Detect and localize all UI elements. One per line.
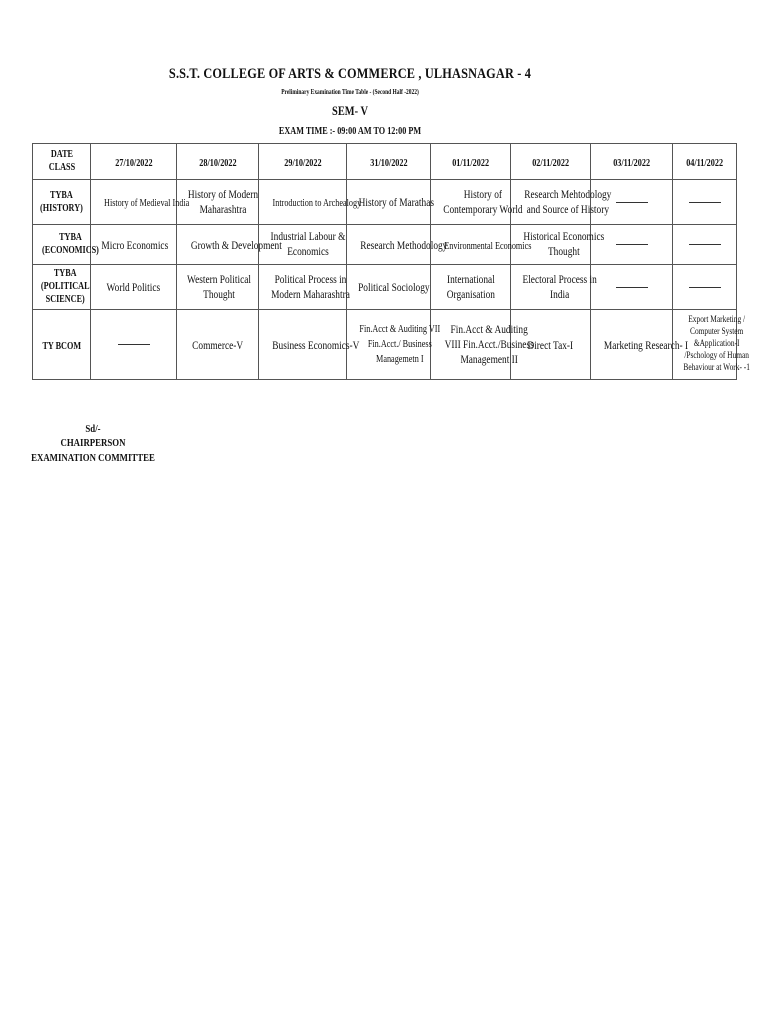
cell-line: World Politics <box>106 280 161 294</box>
subject-cell <box>431 265 511 310</box>
cell-line: Industrial Labour & <box>270 229 346 243</box>
date-label: 02/11/2022 <box>532 157 569 169</box>
no-exam-dash <box>689 244 721 245</box>
cell-line: SCIENCE) <box>45 294 85 305</box>
subject-cell <box>347 310 441 380</box>
cell-line: Maharashtra <box>199 201 247 216</box>
subject-cell <box>673 265 737 310</box>
cell-line: Research Mehtodology <box>524 186 612 201</box>
subject-cell <box>591 265 673 310</box>
cell-line: DATE <box>50 149 73 160</box>
cell-line: Research Methodology <box>360 237 448 252</box>
cell-line: CLASS <box>48 162 75 173</box>
date-label: 01/11/2022 <box>452 157 489 169</box>
cell-line: TYBA <box>59 232 82 243</box>
subject-cell <box>91 180 190 225</box>
cell-line: Management II <box>460 351 518 366</box>
date-label: 04/11/2022 <box>686 157 723 169</box>
date-label: 03/11/2022 <box>613 157 650 169</box>
cell-line: History of Marathas <box>358 195 435 209</box>
exam-time: EXAM TIME :- 09:00 AM TO 12:00 PM <box>278 126 422 137</box>
timetable <box>32 143 750 380</box>
cell-line: Behaviour at Work- -1 <box>683 363 750 373</box>
class-cell <box>33 265 91 310</box>
no-exam-dash <box>616 244 648 245</box>
cell-line: TY BCOM <box>42 340 81 352</box>
table-row <box>33 265 737 310</box>
subject-cell <box>673 180 737 225</box>
cell-line: Electoral Process in <box>522 271 597 286</box>
cell-line: Growth & Development <box>190 237 282 252</box>
cell-line: Historical Economics <box>523 229 605 243</box>
cell-line: Thought <box>547 244 580 258</box>
cell-line: (POLITICAL <box>40 281 90 292</box>
date-header <box>431 144 511 180</box>
cell-line: Contemporary World <box>443 201 523 216</box>
subject-cell <box>177 265 259 310</box>
cell-line: Marketing Research- I <box>603 337 689 352</box>
subject-cell <box>511 225 605 265</box>
cell-line: Computer System <box>690 327 744 337</box>
date-header <box>591 144 673 180</box>
signature-chairperson: CHAIRPERSON <box>60 437 126 449</box>
cell-line: Business Economics-V <box>272 337 360 352</box>
date-header <box>347 144 431 180</box>
cell-line: (HISTORY) <box>40 202 83 214</box>
no-exam-dash <box>616 287 648 288</box>
subject-cell <box>591 310 689 380</box>
table-row <box>33 225 737 265</box>
cell-line: Political Sociology <box>358 280 430 294</box>
semester-heading: SEM- V <box>332 103 368 118</box>
cell-line: Political Process in <box>274 271 347 286</box>
no-exam-dash <box>689 287 721 288</box>
cell-line: TYBA <box>53 268 77 279</box>
date-header <box>673 144 737 180</box>
cell-line: History of <box>463 186 503 201</box>
cell-line: VIII Fin.Acct./Business <box>444 336 534 351</box>
date-label: 27/10/2022 <box>114 157 153 169</box>
date-label: 28/10/2022 <box>198 157 237 169</box>
cell-line: Micro Economics <box>101 237 169 252</box>
cell-line: Export Marketing / <box>688 315 746 325</box>
subject-cell <box>259 180 362 225</box>
cell-line: Fin.Acct & Auditing VII <box>359 324 441 335</box>
cell-line: History of Modern <box>187 186 259 201</box>
cell-line: Economics <box>287 244 329 258</box>
table-row <box>33 180 737 225</box>
subject-cell <box>91 265 177 310</box>
date-header <box>511 144 591 180</box>
subject-cell <box>177 180 259 225</box>
cell-line: History of Medieval India <box>104 198 190 209</box>
table-header-row <box>33 144 737 180</box>
subject-cell <box>431 310 534 380</box>
signature-sd: Sd/- <box>85 423 101 435</box>
date-label: 31/10/2022 <box>369 157 408 169</box>
signature-committee: EXAMINATION COMMITTEE <box>31 452 155 464</box>
cell-line: Commerce-V <box>192 337 243 352</box>
date-header <box>91 144 177 180</box>
subject-cell <box>259 265 350 310</box>
subject-cell <box>259 310 360 380</box>
subject-cell <box>177 310 259 380</box>
class-cell <box>33 225 99 265</box>
subject-cell <box>511 265 597 310</box>
cell-line: Fin.Acct & Auditing <box>450 321 528 336</box>
cell-line: Environmental Economics <box>444 240 532 252</box>
cell-line: Fin.Acct./ Business <box>367 339 432 350</box>
table-row <box>33 310 737 380</box>
cell-line: Introduction to Archealogy <box>272 198 362 209</box>
subject-cell <box>431 180 523 225</box>
cell-line: India <box>550 286 570 301</box>
subject-cell <box>673 225 737 265</box>
date-class-header <box>33 144 91 180</box>
subject-cell <box>347 180 435 225</box>
no-exam-dash <box>616 202 648 203</box>
cell-line: /Pschology of Human <box>684 351 749 361</box>
cell-line: Managemetn I <box>376 354 424 365</box>
subject-cell <box>347 225 448 265</box>
cell-line: Western Political <box>187 271 251 286</box>
cell-line: Modern Maharashtra <box>271 286 350 301</box>
cell-line: (ECONOMICS) <box>42 245 99 256</box>
cell-line: TYBA <box>50 189 73 201</box>
cell-line: and Source of History <box>526 201 610 216</box>
cell-line: International <box>446 271 495 286</box>
cell-line: Organisation <box>446 286 495 301</box>
subject-cell <box>177 225 282 265</box>
class-cell <box>33 180 91 225</box>
cell-line: Thought <box>203 286 235 301</box>
subject-cell <box>91 310 177 380</box>
timetable-subtitle: Preliminary Examination Time Table - (Second Half -2022) <box>281 88 419 96</box>
subject-cell <box>259 225 347 265</box>
college-title: S.S.T. COLLEGE OF ARTS & COMMERCE , ULHASNAGAR - 4 <box>168 66 532 82</box>
date-label: 29/10/2022 <box>283 157 322 169</box>
class-cell <box>33 310 91 380</box>
subject-cell <box>347 265 431 310</box>
no-exam-dash <box>118 344 150 345</box>
cell-line: Direct Tax-I <box>527 337 574 352</box>
date-header <box>177 144 259 180</box>
subject-cell <box>91 225 177 265</box>
cell-line: &Application-I <box>693 339 740 349</box>
no-exam-dash <box>689 202 721 203</box>
date-header <box>259 144 347 180</box>
